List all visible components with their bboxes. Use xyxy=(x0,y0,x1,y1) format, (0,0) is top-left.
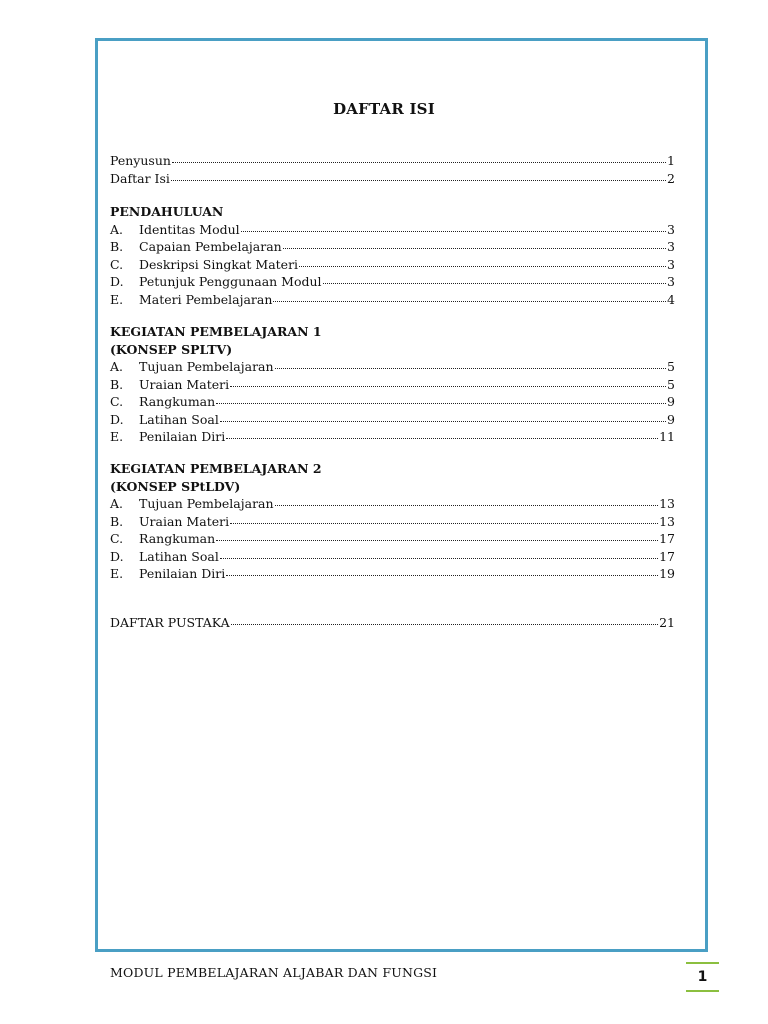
toc-entry[interactable] xyxy=(110,513,675,531)
toc-entry-page: 3 xyxy=(667,239,675,254)
toc-entry-letter: C. xyxy=(110,256,124,272)
toc-entry-letter: C. xyxy=(110,394,124,409)
dot-leader xyxy=(226,575,658,576)
footer-module-title: MODUL PEMBELAJARAN ALJABAR DAN FUNGSI xyxy=(110,965,438,980)
dot-leader xyxy=(230,386,666,387)
dot-leader xyxy=(220,558,658,559)
toc-entry-page: 13 xyxy=(659,513,675,529)
dot-leader xyxy=(216,540,658,541)
toc-entry-page: 4 xyxy=(667,291,675,307)
dot-leader xyxy=(275,505,659,506)
dot-leader xyxy=(216,403,666,404)
dot-leader xyxy=(226,438,658,439)
page-number: 1 xyxy=(686,962,719,992)
toc-entry-letter: C. xyxy=(110,531,124,546)
dot-leader xyxy=(230,523,658,524)
toc-entry-label: Latihan Soal xyxy=(139,548,219,564)
toc-entry-label: Capaian Pembelajaran xyxy=(139,239,282,254)
toc-entry[interactable] xyxy=(110,548,675,566)
toc-entry-page: 21 xyxy=(659,615,675,630)
toc-entry-letter: B. xyxy=(110,513,124,529)
toc-entry-letter: A. xyxy=(110,359,124,374)
toc-entry-page: 13 xyxy=(659,496,675,511)
toc-entry-page: 5 xyxy=(667,359,675,374)
toc-entry[interactable] xyxy=(110,358,675,376)
toc-entry-label: DAFTAR PUSTAKA xyxy=(110,615,230,630)
toc-entry[interactable] xyxy=(110,170,675,188)
toc-entry[interactable] xyxy=(110,221,675,239)
dot-leader xyxy=(275,368,667,369)
toc-entry-label: Deskripsi Singkat Materi xyxy=(139,256,299,272)
toc-entry-label: Penilaian Diri xyxy=(139,429,226,444)
dot-leader xyxy=(241,231,666,232)
toc-entry[interactable] xyxy=(110,291,675,309)
toc-entry-letter: A. xyxy=(110,496,124,511)
toc-entry-page: 3 xyxy=(667,274,675,289)
toc-entry-page: 17 xyxy=(659,548,675,564)
toc-entry[interactable] xyxy=(110,152,675,170)
toc-entry-label: Identitas Modul xyxy=(139,221,240,237)
dot-leader xyxy=(273,301,666,302)
dot-leader xyxy=(231,624,658,625)
toc-entry-label: Materi Pembelajaran xyxy=(139,291,273,307)
section-heading: KEGIATAN PEMBELAJARAN 2 xyxy=(110,461,322,476)
toc-entry-label: Tujuan Pembelajaran xyxy=(139,496,274,511)
toc-entry-label: Uraian Materi xyxy=(139,513,230,529)
toc-entry-page: 3 xyxy=(667,221,675,237)
toc-section-kegiatan-1 xyxy=(110,323,675,446)
toc-entry[interactable] xyxy=(110,376,675,394)
toc-entry-page: 9 xyxy=(667,411,675,427)
toc-entry-page: 1 xyxy=(667,153,675,168)
toc-entry-label: Rangkuman xyxy=(139,531,216,546)
toc-entry-label: Petunjuk Penggunaan Modul xyxy=(139,274,322,289)
toc-entry-label: Rangkuman xyxy=(139,394,216,409)
toc-entry[interactable] xyxy=(110,393,675,411)
toc-entry-page: 19 xyxy=(659,566,675,581)
dot-leader xyxy=(299,266,666,267)
dot-leader xyxy=(172,162,666,163)
dot-leader xyxy=(171,180,666,181)
toc-entry-label: Penilaian Diri xyxy=(139,566,226,581)
toc-entry-page: 2 xyxy=(667,170,675,186)
toc-entry-label: Penyusun xyxy=(110,153,171,168)
toc-entry-page: 11 xyxy=(659,429,675,444)
toc-entry-letter: D. xyxy=(110,548,124,564)
dot-leader xyxy=(220,421,666,422)
section-subheading: (KONSEP SPtLDV) xyxy=(110,478,241,494)
toc-entry-letter: E. xyxy=(110,429,124,444)
toc-entry-label: Latihan Soal xyxy=(139,411,219,427)
toc-entry-label: Tujuan Pembelajaran xyxy=(139,359,274,374)
toc-entry[interactable] xyxy=(110,256,675,274)
toc-section-pustaka xyxy=(110,614,675,632)
toc-entry-page: 3 xyxy=(667,256,675,272)
toc-entry-letter: B. xyxy=(110,239,124,254)
section-heading: PENDAHULUAN xyxy=(110,204,224,219)
dot-leader xyxy=(323,283,666,284)
toc-entry[interactable] xyxy=(110,428,675,446)
toc-front-matter xyxy=(110,152,675,187)
toc-entry-page: 17 xyxy=(659,531,675,546)
section-heading: KEGIATAN PEMBELAJARAN 1 xyxy=(110,324,322,339)
toc-entry-letter: A. xyxy=(110,221,124,237)
toc-entry[interactable] xyxy=(110,614,675,632)
toc-entry-letter: D. xyxy=(110,411,124,427)
toc-entry[interactable] xyxy=(110,411,675,429)
section-subheading: (KONSEP SPLTV) xyxy=(110,341,233,357)
document-title: DAFTAR ISI xyxy=(333,100,435,118)
toc-entry-letter: B. xyxy=(110,376,124,392)
toc-entry[interactable] xyxy=(110,495,675,513)
toc-entry[interactable] xyxy=(110,530,675,548)
toc-entry-letter: E. xyxy=(110,291,124,307)
toc-section-pendahuluan xyxy=(110,203,675,308)
toc-entry-page: 5 xyxy=(667,376,675,392)
toc-entry-label: Daftar Isi xyxy=(110,170,170,186)
toc-entry[interactable] xyxy=(110,273,675,291)
toc-section-kegiatan-2 xyxy=(110,460,675,583)
toc-entry-page: 9 xyxy=(667,394,675,409)
toc-entry-letter: D. xyxy=(110,274,124,289)
dot-leader xyxy=(283,248,666,249)
toc-entry[interactable] xyxy=(110,238,675,256)
toc-entry-letter: E. xyxy=(110,566,124,581)
toc-entry-label: Uraian Materi xyxy=(139,376,230,392)
toc-entry[interactable] xyxy=(110,565,675,583)
